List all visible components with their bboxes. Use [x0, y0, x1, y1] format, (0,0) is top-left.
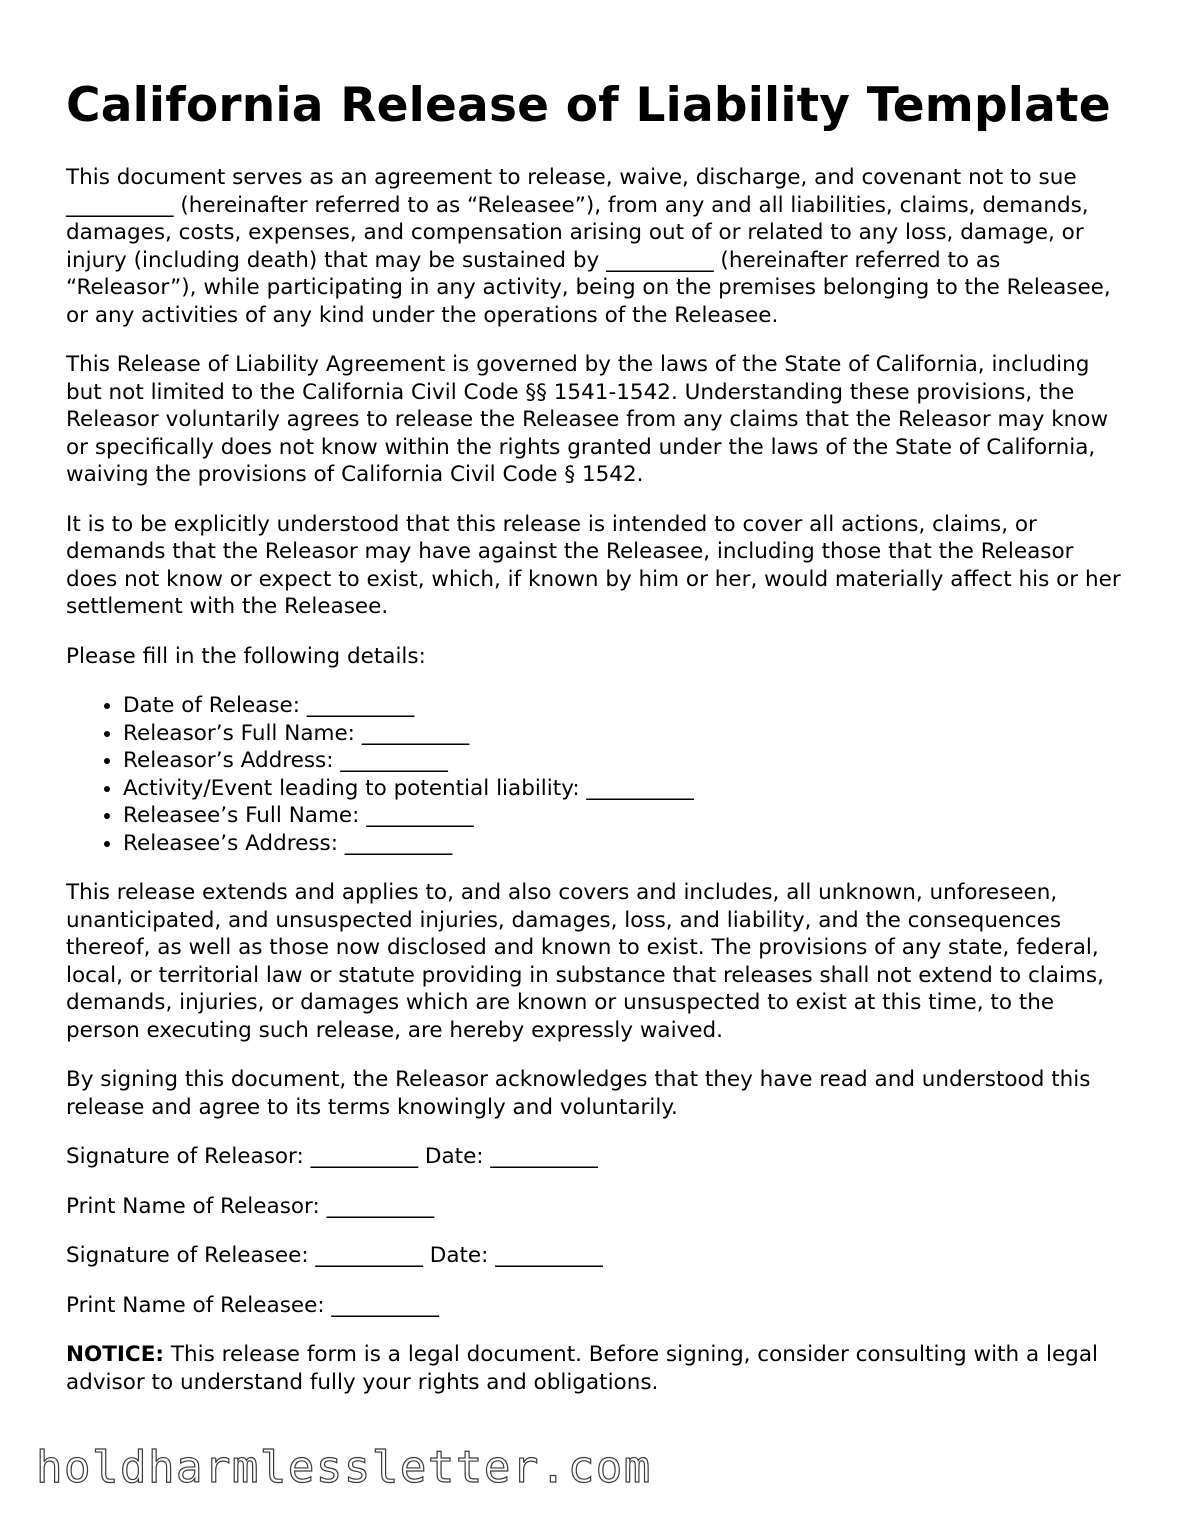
detail-date-of-release: • Date of Release: __________	[123, 692, 1126, 720]
document-title: California Release of Liability Template	[66, 78, 1111, 133]
releasee-signature-line: Signature of Releasee: __________ Date: __________	[66, 1243, 603, 1269]
notice-paragraph	[66, 1341, 1126, 1396]
details-list	[66, 692, 1126, 857]
intro-paragraph: This document serves as an agreement to release, waive, discharge, and covenant not to sue __________ (hereinafter referred to as “Releasee”), from any and all liabilities, claims, demands, damages, costs, expenses, and compensation arising out of or related to any loss, damage, or injury (including death) that may be sustained by __________ (hereinafter referred to as “Releasor”), while participating in any activity, being on the premises belonging to the Releasee, or any activities of any kind under the operations of the Releasee.	[66, 165, 1111, 328]
extension-paragraph: This release extends and applies to, and also covers and includes, all unknown, unforeseen, unanticipated, and unsuspected injuries, damages, loss, and liability, and the consequences thereof, as well as those now disclosed and known to exist. The provisions of any state, federal, local, or territorial law or statute providing in substance that releases shall not extend to claims, demands, injuries, or damages which are known or unsuspected to exist at this time, to the person executing such release, are hereby expressly waived.	[66, 880, 1104, 1043]
detail-activity-event: • Activity/Event leading to potential liability: __________	[123, 775, 1126, 803]
detail-releasee-address: • Releasee’s Address: __________	[123, 830, 1126, 858]
releasee-print-name-line: Print Name of Releasee: __________	[66, 1292, 439, 1318]
document-page	[66, 78, 1126, 1418]
notice-text: This release form is a legal document. Before signing, consider consulting with a legal advisor to understand fully your rights and obligations.	[66, 1342, 1098, 1395]
notice-label: NOTICE:	[66, 1342, 164, 1368]
releasor-print-name-line: Print Name of Releasor: __________	[66, 1193, 435, 1219]
releasor-signature-line: Signature of Releasor: __________ Date: __________	[66, 1144, 598, 1170]
detail-releasor-address: • Releasor’s Address: __________	[123, 747, 1126, 775]
fill-in-instruction: Please fill in the following details:	[66, 643, 426, 669]
detail-releasee-name: • Releasee’s Full Name: __________	[123, 802, 1126, 830]
acknowledgement-paragraph: By signing this document, the Releasor acknowledges that they have read and understood this release and agree to its terms knowingly and voluntarily.	[66, 1067, 1091, 1120]
detail-releasor-name: • Releasor’s Full Name: __________	[123, 720, 1126, 748]
governing-law-paragraph: This Release of Liability Agreement is governed by the laws of the State of California, including but not limited to the California Civil Code §§ 1541-1542. Understanding these provisions, the Releasor voluntarily agrees to release the Releasee from any claims that the Releasor may know or specifically does not know within the rights granted under the laws of the State of California, waiving the provisions of California Civil Code § 1542.	[66, 352, 1109, 488]
scope-paragraph: It is to be explicitly understood that this release is intended to cover all actions, claims, or demands that the Releasor may have against the Releasee, including those that the Releasor does not know or expect to exist, which, if known by him or her, would materially affect his or her settlement with the Releasee.	[66, 511, 1121, 620]
site-watermark: holdharmlessletter.com	[36, 1442, 652, 1493]
